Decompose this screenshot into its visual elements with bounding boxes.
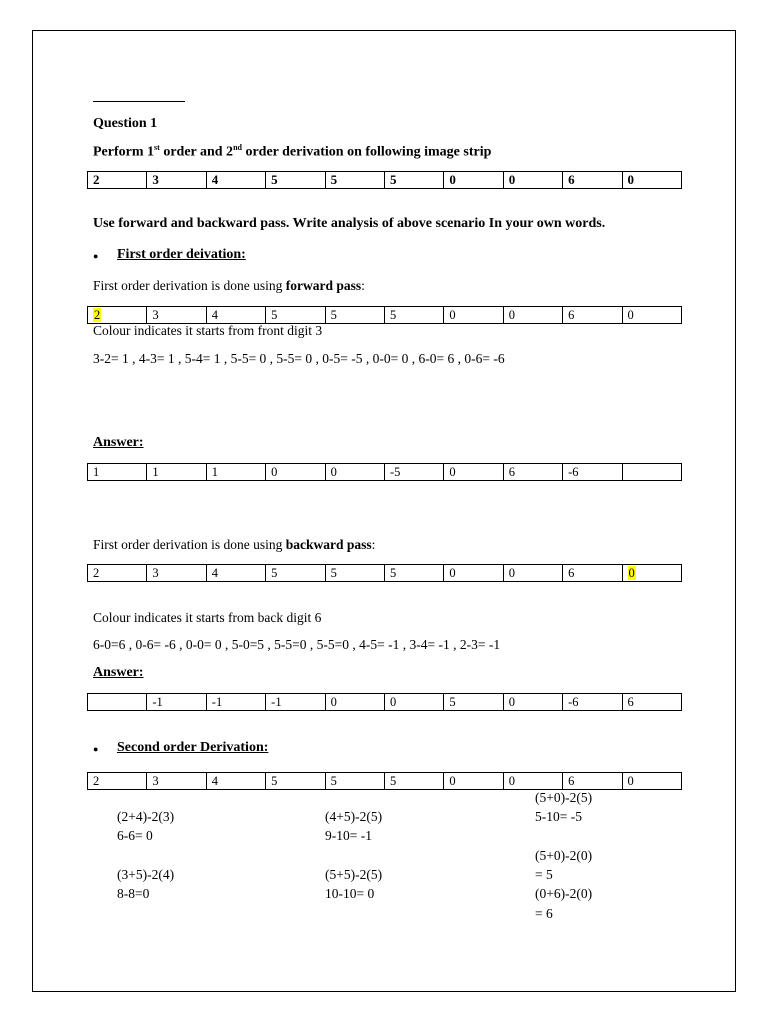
second-order-heading: Second order Derivation: bbox=[117, 740, 269, 755]
table-cell bbox=[384, 773, 443, 790]
cell-value: 5 bbox=[271, 308, 278, 322]
backward-strip-table bbox=[87, 564, 682, 582]
cell-value: 5 bbox=[330, 308, 337, 322]
table-cell bbox=[147, 307, 206, 324]
table-cell bbox=[266, 172, 325, 189]
forward-calc: 3-2= 1 , 4-3= 1 , 5-4= 1 , 5-5= 0 , 5-5= 0 , 0-5= -5 , 0-0= 0 , 6-0= 6 , 0-6= -6 bbox=[93, 351, 505, 366]
backward-answer-label: Answer: bbox=[93, 665, 144, 680]
cell-value: 0 bbox=[508, 172, 516, 187]
cell-value: 5 bbox=[389, 308, 397, 322]
table-row bbox=[88, 694, 682, 711]
table-cell bbox=[88, 464, 147, 481]
instruction-text: Use forward and backward pass. Write analysis of above scenario In your own words. bbox=[93, 216, 606, 231]
cell-value: 6 bbox=[568, 566, 575, 580]
table-cell bbox=[147, 565, 206, 582]
cell-value: 0 bbox=[628, 566, 635, 580]
cell-value: 0 bbox=[449, 465, 456, 479]
second-order-calc-col1-line1: (2+4)-2(3) bbox=[117, 809, 175, 824]
backward-answer-table bbox=[87, 693, 682, 711]
second-order-calc-col3-line2: 5-10= -5 bbox=[535, 809, 582, 824]
table-cell bbox=[147, 172, 206, 189]
bullet-icon: ● bbox=[93, 251, 99, 261]
second-order-calc-col2-line1: (4+5)-2(5) bbox=[325, 809, 383, 824]
table-cell bbox=[147, 694, 206, 711]
cell-value: 5 bbox=[271, 172, 278, 187]
table-cell bbox=[384, 307, 443, 324]
table-cell bbox=[444, 172, 503, 189]
cell-value: 0 bbox=[449, 172, 456, 187]
table-cell bbox=[266, 773, 325, 790]
table-cell bbox=[206, 694, 265, 711]
forward-answer-label: Answer: bbox=[93, 435, 144, 450]
cell-value: -1 bbox=[152, 695, 163, 709]
forward-note: Colour indicates it starts from front digit 3 bbox=[93, 323, 323, 338]
table-cell bbox=[622, 773, 681, 790]
second-order-calc-col3-line4: = 5 bbox=[535, 867, 553, 882]
forward-strip-table bbox=[87, 306, 682, 324]
second-order-calc-col2-line4: 10-10= 0 bbox=[325, 886, 375, 901]
cell-value: 6 bbox=[627, 695, 634, 709]
table-cell bbox=[266, 565, 325, 582]
cell-value: 0 bbox=[508, 308, 515, 322]
table-cell bbox=[325, 565, 384, 582]
table-cell bbox=[325, 307, 384, 324]
bullet-icon: ● bbox=[93, 744, 99, 754]
cell-value: 4 bbox=[211, 774, 219, 788]
first-order-heading: First order deivation: bbox=[117, 247, 246, 262]
table-cell bbox=[563, 307, 622, 324]
table-cell bbox=[563, 464, 622, 481]
table-cell bbox=[503, 694, 562, 711]
second-order-strip-table bbox=[87, 772, 682, 790]
table-cell bbox=[325, 694, 384, 711]
second-order-calc-col1-line4: 8-8=0 bbox=[117, 886, 150, 901]
table-cell bbox=[88, 694, 147, 711]
cell-value: 0 bbox=[330, 465, 337, 479]
table-cell bbox=[444, 565, 503, 582]
table-cell bbox=[266, 307, 325, 324]
backward-note: Colour indicates it starts from back digit 6 bbox=[93, 610, 322, 625]
cell-value: 2 bbox=[94, 308, 101, 322]
table-cell bbox=[563, 172, 622, 189]
second-order-calc-col3-line6: = 6 bbox=[535, 906, 553, 921]
cell-value: 3 bbox=[152, 308, 159, 322]
cell-value: 3 bbox=[152, 172, 159, 187]
table-cell bbox=[88, 565, 147, 582]
cell-value: -1 bbox=[271, 695, 282, 709]
cell-value: 0 bbox=[508, 695, 515, 709]
cell-value: 0 bbox=[627, 774, 634, 788]
second-order-calc-col3-line1: (5+0)-2(5) bbox=[535, 790, 593, 805]
table-cell bbox=[88, 172, 147, 189]
cell-value: 2 bbox=[93, 172, 100, 187]
table-cell bbox=[622, 565, 681, 582]
question-title: Question 1 bbox=[93, 116, 158, 131]
table-cell bbox=[444, 694, 503, 711]
table-cell bbox=[444, 307, 503, 324]
cell-value: -1 bbox=[211, 695, 223, 709]
table-row bbox=[88, 464, 682, 481]
cell-value: 0 bbox=[449, 774, 456, 788]
cell-value: 1 bbox=[152, 465, 159, 479]
cell-value: 5 bbox=[330, 774, 337, 788]
title-rule bbox=[93, 101, 185, 102]
cell-value: 4 bbox=[211, 308, 219, 322]
table-cell bbox=[503, 464, 562, 481]
cell-value: 5 bbox=[389, 774, 397, 788]
table-cell bbox=[206, 773, 265, 790]
table-cell bbox=[266, 694, 325, 711]
table-cell bbox=[563, 694, 622, 711]
cell-value: 4 bbox=[211, 566, 219, 580]
table-cell bbox=[384, 565, 443, 582]
table-cell bbox=[503, 565, 562, 582]
cell-value: 3 bbox=[152, 774, 159, 788]
table-cell bbox=[206, 172, 265, 189]
cell-value: 1 bbox=[211, 465, 219, 479]
table-cell bbox=[325, 464, 384, 481]
table-cell bbox=[384, 172, 443, 189]
backward-calc: 6-0=6 , 0-6= -6 , 0-0= 0 , 5-0=5 , 5-5=0 , 5-5=0 , 4-5= -1 , 3-4= -1 , 2-3= -1 bbox=[93, 637, 501, 652]
second-order-calc-col3-line5: (0+6)-2(0) bbox=[535, 886, 593, 901]
cell-value: 6 bbox=[568, 774, 575, 788]
table-cell bbox=[147, 773, 206, 790]
table-cell bbox=[206, 464, 265, 481]
table-cell bbox=[444, 773, 503, 790]
cell-value: 0 bbox=[508, 566, 515, 580]
cell-value: 3 bbox=[152, 566, 159, 580]
table-cell bbox=[384, 464, 443, 481]
table-cell bbox=[563, 773, 622, 790]
cell-value: -6 bbox=[568, 695, 579, 709]
table-cell bbox=[88, 307, 147, 324]
cell-value: 2 bbox=[93, 774, 100, 788]
second-order-calc-col2-line3: (5+5)-2(5) bbox=[325, 867, 383, 882]
table-cell bbox=[622, 172, 681, 189]
cell-value: 0 bbox=[449, 566, 456, 580]
cell-value: 0 bbox=[330, 695, 337, 709]
cell-value: 0 bbox=[449, 308, 456, 322]
cell-value: 5 bbox=[330, 172, 338, 187]
cell-value: -5 bbox=[389, 465, 401, 479]
table-row bbox=[88, 773, 682, 790]
question-prompt: Perform 1st order and 2nd order derivation on following image strip bbox=[93, 143, 492, 160]
table-cell bbox=[503, 307, 562, 324]
forward-intro: First order derivation is done using forward pass: bbox=[93, 278, 365, 293]
table-cell bbox=[88, 773, 147, 790]
table-cell bbox=[563, 565, 622, 582]
cell-value: 0 bbox=[627, 308, 634, 322]
table-cell bbox=[622, 464, 681, 481]
table-row bbox=[88, 172, 682, 189]
table-cell bbox=[503, 172, 562, 189]
table-cell bbox=[266, 464, 325, 481]
cell-value: 4 bbox=[211, 172, 219, 187]
cell-value: 6 bbox=[568, 172, 575, 187]
second-order-calc-col1-line3: (3+5)-2(4) bbox=[117, 867, 175, 882]
cell-value: 0 bbox=[627, 172, 635, 187]
cell-value: 5 bbox=[449, 695, 456, 709]
table-cell bbox=[206, 565, 265, 582]
table-cell bbox=[147, 464, 206, 481]
cell-value: 6 bbox=[568, 308, 575, 322]
cell-value: 5 bbox=[389, 566, 397, 580]
cell-value: 6 bbox=[508, 465, 515, 479]
cell-value: 0 bbox=[508, 774, 515, 788]
cell-value: 5 bbox=[389, 172, 397, 187]
table-cell bbox=[503, 773, 562, 790]
cell-value: 0 bbox=[271, 465, 278, 479]
table-cell bbox=[622, 694, 681, 711]
second-order-calc-col3-line3: (5+0)-2(0) bbox=[535, 848, 593, 863]
forward-answer-table bbox=[87, 463, 682, 481]
cell-value: 5 bbox=[271, 774, 278, 788]
table-cell bbox=[444, 464, 503, 481]
table-cell bbox=[384, 694, 443, 711]
cell-value: 2 bbox=[93, 566, 100, 580]
backward-intro: First order derivation is done using backward pass: bbox=[93, 537, 376, 552]
second-order-calc-col1-line2: 6-6= 0 bbox=[117, 828, 153, 843]
cell-value: 0 bbox=[389, 695, 397, 709]
table-row bbox=[88, 307, 682, 324]
table-row bbox=[88, 565, 682, 582]
cell-value: 1 bbox=[93, 465, 100, 479]
cell-value: 5 bbox=[330, 566, 337, 580]
cell-value: -6 bbox=[568, 465, 579, 479]
table-cell bbox=[206, 307, 265, 324]
image-strip-table bbox=[87, 171, 682, 189]
cell-value: 5 bbox=[271, 566, 278, 580]
second-order-calc-col2-line2: 9-10= -1 bbox=[325, 828, 372, 843]
table-cell bbox=[622, 307, 681, 324]
table-cell bbox=[325, 773, 384, 790]
table-cell bbox=[325, 172, 384, 189]
